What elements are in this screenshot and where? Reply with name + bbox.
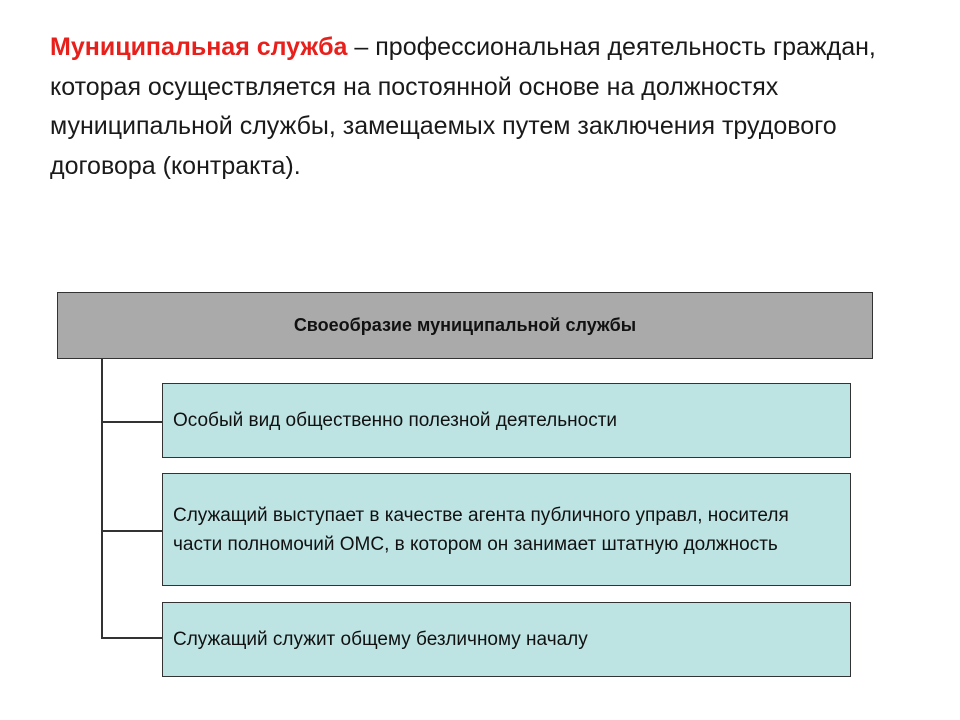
connector-vertical [101,359,103,638]
definition-body: – профессиональная деятельность граждан, которая осуществляется на постоянной основе на должностях муниципальной службы, замещаемых путем заключения трудового договора (контракта). [50,33,876,180]
diagram-item-3: Служащий служит общему безличному началу [162,602,851,677]
definition-text [50,28,910,186]
diagram-header: Своеобразие муниципальной службы [57,292,873,359]
diagram-item-1: Особый вид общественно полезной деятельности [162,383,851,458]
connector-2 [101,530,162,532]
connector-1 [101,421,162,423]
definition-term: Муниципальная служба [50,33,348,61]
connector-3 [101,637,162,639]
diagram-item-2: Служащий выступает в качестве агента публичного управл, носителя части полномочий ОМС, в котором он занимает штатную должность [162,473,851,586]
